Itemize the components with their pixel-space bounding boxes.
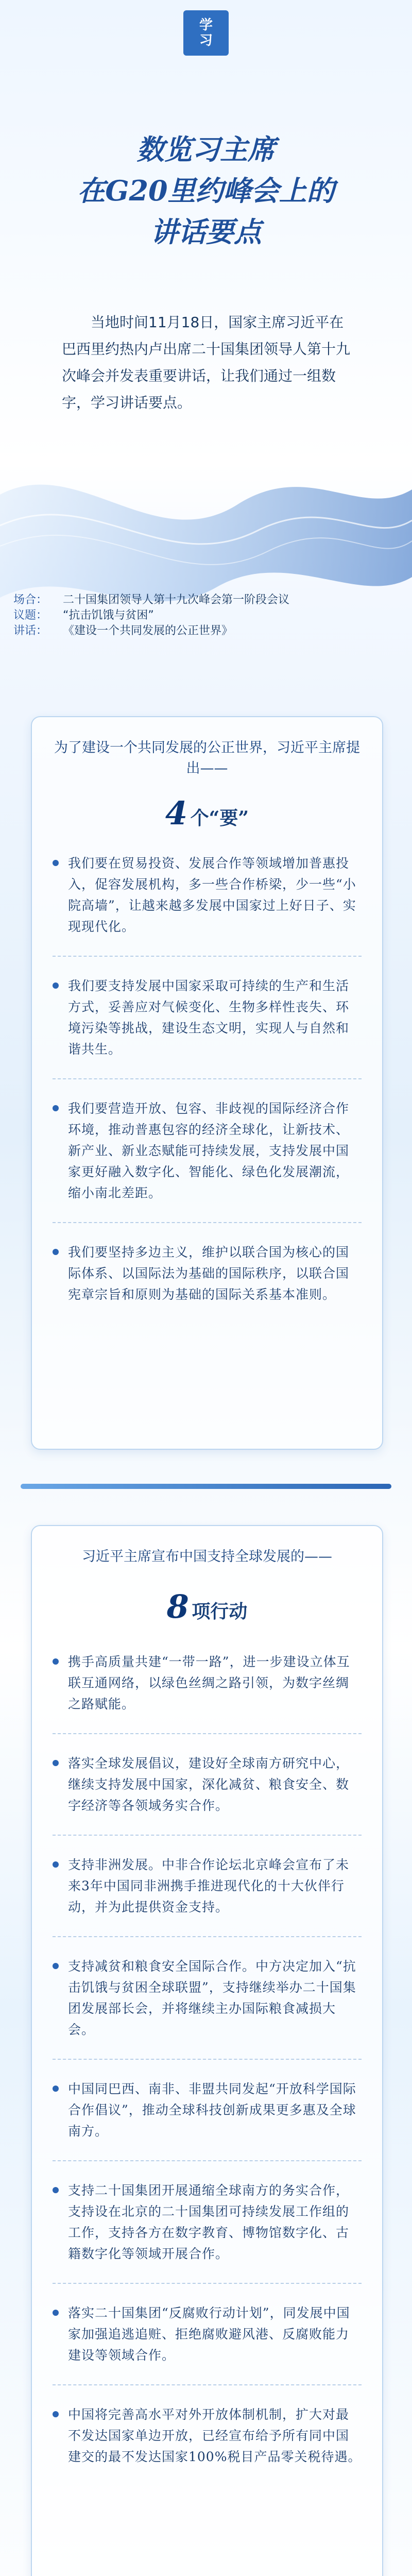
item-text: 我们要在贸易投资、发展合作等领域增加普惠投入，促容发展机构，多一些合作桥梁，少一些“小院高墙”，让越来越多发展中国家过上好日子、实现现代化。	[68, 856, 356, 934]
item-text: 支持非洲发展。中非合作论坛北京峰会宣布了未来3年中国同非洲携手推进现代化的十大伙伴行动，并为此提供资金支持。	[68, 1857, 350, 1914]
title-line-3: 讲话要点	[150, 215, 262, 248]
bullet-icon	[53, 2411, 59, 2417]
item-text: 落实二十国集团“反腐败行动计划”，同发展中国家加强追逃追赃、拒绝腐败避风港、反腐败能力建设等领域合作。	[68, 2306, 350, 2363]
section2-label: 项行动	[192, 1601, 248, 1622]
section1-heading	[32, 794, 382, 832]
item-text: 支持二十国集团开展通缩全球南方的务实合作，支持设在北京的二十国集团可持续发展工作组的工作，支持各方在数字教育、博物馆数字化、古籍数字化等领域开展合作。	[68, 2183, 350, 2261]
section2-heading	[32, 1588, 382, 1625]
bullet-icon	[53, 1760, 59, 1766]
item-text: 中国同巴西、南非、非盟共同发起“开放科学国际合作倡议”，推动全球科技创新成果更多惠及全球南方。	[68, 2081, 356, 2139]
bullet-icon	[53, 2187, 59, 2193]
section2-number: 8	[166, 1588, 189, 1625]
info-value: 《建设一个共同发展的公正世界》	[63, 624, 233, 637]
list-item	[32, 975, 382, 1060]
intro-paragraph: 当地时间11月18日，国家主席习近平在巴西里约热内卢出席二十国集团领导人第十九次峰会并发表重要讲话，让我们通过一组数字，学习讲话要点。	[62, 314, 351, 411]
bullet-icon	[53, 860, 59, 866]
title-line-1: 数览习主席	[136, 133, 276, 166]
list-item	[32, 2404, 382, 2467]
section1-label: 个“要”	[190, 807, 249, 829]
title-line-2: 在G20里约峰会上的	[77, 174, 335, 207]
info-row-speech	[13, 623, 405, 639]
item-text: 我们要支持发展中国家采取可持续的生产和生活方式，妥善应对气候变化、生物多样性丧失、环境污染等挑战，建设生态文明，实现人与自然和谐共生。	[68, 978, 350, 1057]
info-key: 议题：	[13, 609, 48, 622]
bullet-icon	[53, 1105, 59, 1111]
info-key: 场合：	[13, 594, 48, 606]
item-text: 中国将完善高水平对外开放体制机制，扩大对最不发达国家单边开放，已经宣布给予所有同中国建交的最不发达国家100%税目产品零关税待遇。	[68, 2407, 362, 2464]
list-item	[32, 853, 382, 937]
list-item	[32, 2302, 382, 2366]
info-value: 二十国集团领导人第十九次峰会第一阶段会议	[63, 594, 290, 606]
info-key: 讲话：	[13, 624, 48, 637]
info-value: “抗击饥饿与贫困”	[63, 609, 154, 622]
bullet-icon	[53, 1861, 59, 1868]
logo-line-2: 习	[199, 33, 213, 48]
eight-actions-card	[31, 1525, 383, 2576]
section2-lead: 习近平主席宣布中国支持全球发展的——	[82, 1549, 332, 1565]
list-item	[32, 1651, 382, 1715]
meeting-info	[13, 592, 405, 639]
list-item	[32, 1753, 382, 1816]
item-text: 携手高质量共建“一带一路”，进一步建设立体互联互通网络，以绿色丝绸之路引领，为数字丝绸之路赋能。	[68, 1654, 350, 1711]
info-row-topic	[13, 608, 405, 623]
list-item	[32, 1098, 382, 1204]
list-item	[32, 1242, 382, 1305]
list-item	[32, 2078, 382, 2142]
logo-line-1: 学	[199, 18, 213, 33]
four-requirements-card	[31, 716, 383, 1450]
bullet-icon	[53, 2086, 59, 2092]
bullet-icon	[53, 1658, 59, 1665]
bullet-icon	[53, 982, 59, 989]
info-row-occasion	[13, 592, 405, 608]
item-text: 我们要坚持多边主义，维护以联合国为核心的国际体系、以国际法为基础的国际秩序，以联合国宪章宗旨和原则为基础的国际关系基本准则。	[68, 1245, 350, 1302]
list-item	[32, 2180, 382, 2264]
logo	[183, 10, 229, 56]
item-text: 我们要营造开放、包容、非歧视的国际经济合作环境，推动普惠包容的经济全球化，让新技术、新产业、新业态赋能可持续发展，支持发展中国家更好融入数字化、智能化、绿色化发展潮流，缩小南北差距。	[68, 1101, 350, 1200]
section1-number: 4	[165, 794, 188, 832]
section-divider-bar	[21, 1484, 391, 1489]
bullet-icon	[53, 2310, 59, 2316]
item-text: 落实全球发展倡议，建设好全球南方研究中心，继续支持发展中国家，深化减贫、粮食安全、数字经济等各领域务实合作。	[68, 1756, 350, 1813]
list-item	[32, 1956, 382, 2040]
bullet-icon	[53, 1963, 59, 1969]
bullet-icon	[53, 1249, 59, 1255]
item-text: 支持减贫和粮食安全国际合作。中方决定加入“抗击饥饿与贫困全球联盟”，支持继续举办二十国集团发展部长会，并将继续主办国际粮食减损大会。	[68, 1959, 356, 2037]
list-item	[32, 1854, 382, 1918]
section1-lead: 为了建设一个共同发展的公正世界，习近平主席提出——	[54, 740, 360, 776]
